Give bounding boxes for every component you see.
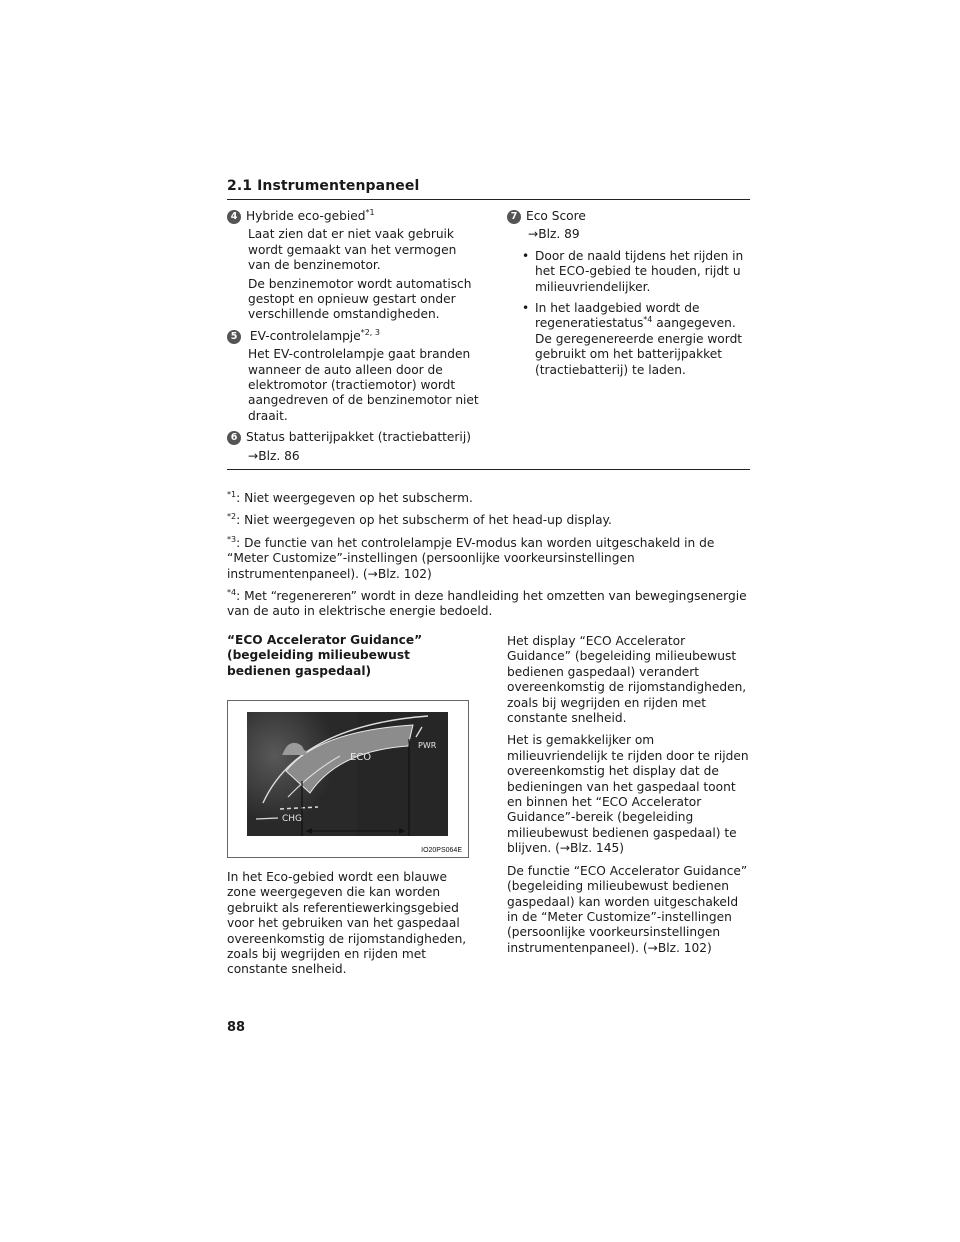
- footnote-text: : De functie van het controlelampje EV-modus kan worden uitgeschakeld in de “Meter Customize”-instellingen (persoonlijke voorkeursinstellingen instrumentenpaneel). (→Blz. 102): [227, 535, 715, 581]
- bullet-text: Door de naald tijdens het rijden in het ECO-gebied te houden, rijdt u milieuvriendelijker.: [535, 248, 744, 294]
- paragraph: Het display “ECO Accelerator Guidance” (begeleiding milieubewust bedienen gaspedaal) verandert overeenkomstig de rijomstandigheden, zoals bij wegrijden en rijden met constante snelheid.: [507, 634, 747, 726]
- footnote-mark: *4: [227, 587, 237, 597]
- bullet-item: [507, 301, 751, 378]
- item-title: Status batterijpakket (tractiebatterij): [246, 430, 471, 445]
- footnote-mark: *2: [227, 512, 237, 522]
- page-reference: →Blz. 89: [528, 227, 580, 242]
- eco-gauge-illustration: [228, 701, 468, 857]
- eco-guidance-figure: [227, 700, 469, 858]
- section-title: 2.1 Instrumentenpaneel: [227, 178, 420, 194]
- bullet-text: aangegeven. De geregenereerde energie wordt gebruikt om het batterijpakket (tractiebatterij) te laden.: [535, 316, 743, 377]
- item-title: Hybride eco-gebied: [246, 209, 366, 223]
- header-rule: [227, 199, 750, 200]
- page-number: 88: [227, 1020, 246, 1035]
- eco-label: ECO: [350, 752, 372, 763]
- pwr-label: PWR: [418, 741, 437, 750]
- item-number-badge: 6: [227, 431, 241, 445]
- figure-code: IO20PS064E: [421, 847, 462, 854]
- footnote-mark: *3: [227, 534, 237, 544]
- footnote: [227, 589, 751, 620]
- footnote-text: : Niet weergegeven op het subscherm.: [236, 491, 473, 505]
- footnote-text: : Niet weergegeven op het subscherm of het head-up display.: [236, 513, 612, 528]
- footnote: [227, 536, 751, 582]
- footnotes: [227, 491, 751, 627]
- item-5: [227, 329, 479, 424]
- right-column: [507, 209, 751, 378]
- footnote: [227, 491, 751, 506]
- item-number-badge: 7: [507, 210, 521, 224]
- chg-label: CHG: [282, 814, 303, 824]
- left-column: [227, 209, 479, 464]
- item-6: [227, 430, 479, 464]
- footnote-ref: *1: [365, 207, 375, 217]
- footnote: [227, 513, 751, 528]
- bullet-dot: •: [522, 301, 530, 316]
- bullet-text: In het laadgebied wordt de regeneratiestatus: [535, 301, 700, 331]
- item-number-badge: 5: [227, 330, 241, 344]
- item-number-badge: 4: [227, 210, 241, 224]
- footnote-ref: *4: [643, 315, 653, 325]
- paragraph: Het is gemakkelijker om milieuvriendelijk te rijden door te rijden overeenkomstig het display dat de bedieningen van het gaspedaal toont en binnen het “ECO Accelerator Guidance”-bereik (begeleiding milieubewust bedienen gaspedaal) te blijven. (→Blz. 145): [507, 733, 749, 856]
- figure-caption: In het Eco-gebied wordt een blauwe zone weergegeven die kan worden gebruikt als referentiewerkingsgebied voor het gebruiken van het gaspedaal overeenkomstig de rijomstandigheden, zoals bij wegrijden en rijden met constante snelheid.: [227, 870, 467, 977]
- footnote-mark: *1: [227, 489, 237, 499]
- bullet-item: [507, 249, 751, 295]
- footnote-ref: *2, 3: [360, 327, 380, 337]
- eco-guidance-text: [507, 634, 751, 963]
- eco-guidance-heading: “ECO Accelerator Guidance” (begeleiding milieubewust bedienen gaspedaal): [227, 633, 423, 678]
- item-text: Laat zien dat er niet vaak gebruik wordt gemaakt van het vermogen van de benzinemotor.: [248, 227, 457, 273]
- footnote-text: : Met “regenereren” wordt in deze handleiding het omzetten van bewegingsenergie van de auto in elektrische energie bedoeld.: [227, 589, 747, 619]
- item-text: De benzinemotor wordt automatisch gestopt en opnieuw gestart onder verschillende omstandigheden.: [248, 276, 472, 322]
- item-title: EV-controlelampje: [249, 328, 361, 343]
- section-rule: [227, 469, 750, 470]
- item-4: [227, 209, 479, 323]
- item-title: Eco Score: [526, 209, 586, 223]
- item-text: Het EV-controlelampje gaat branden wanneer de auto alleen door de elektromotor (tractiemotor) wordt aangedreven of de benzinemotor niet draait.: [248, 347, 479, 423]
- paragraph: De functie “ECO Accelerator Guidance” (begeleiding milieubewust bedienen gaspedaal) kan worden uitgeschakeld in de “Meter Customize”-instellingen (persoonlijke voorkeursinstellingen instrumentenpaneel). (→Blz. 102): [507, 863, 748, 955]
- bullet-dot: •: [522, 248, 530, 263]
- page-reference: →Blz. 86: [248, 448, 300, 463]
